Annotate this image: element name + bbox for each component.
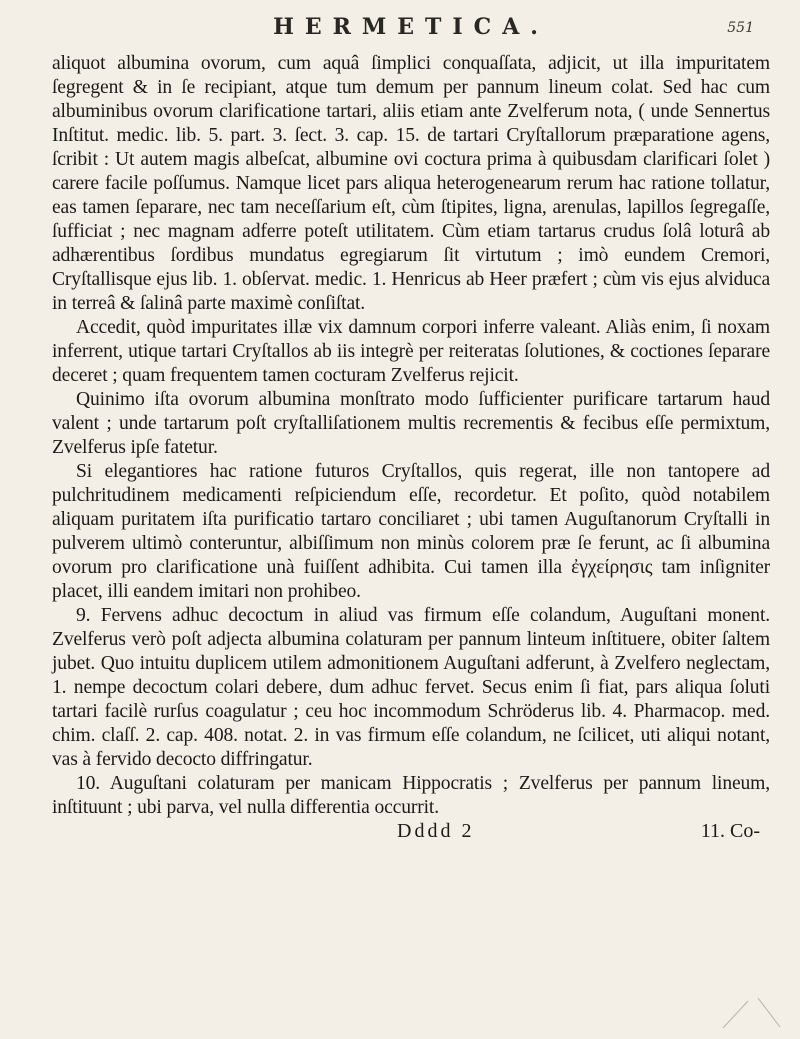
footer-line (52, 820, 770, 846)
pencil-mark-icon (718, 993, 788, 1033)
catchword: 11. Co- (700, 820, 760, 842)
body-text (52, 52, 770, 820)
paragraph: Si elegantiores hac ratione futuros Cryſtallos, quis regerat, ille non tantopere ad pulchritudinem medicamenti reſpiciendum eſſe, recordetur. Et poſito, quòd notabilem aliquam puritatem iſta purificatio tartaro conciliaret ; ubi tamen Auguſtanorum Cryſtalli in pulverem ultimò conteruntur, albiſſimum non minùs colorem præ ſe ferunt, ac ſi albumina ovorum pro clarificatione unà fuiſſent adhibita. Cui tamen illa ἐγχείρησις tam inſigniter placet, illi eandem imitari non prohibeo. (52, 461, 770, 602)
paragraph: Accedit, quòd impuritates illæ vix damnum corpori inferre valeant. Aliàs enim, ſi noxam inferrent, utique tartari Cryſtallos ab iis integrè per reiteratas ſolutiones, & coctiones ſeparare deceret ; quam frequentem tamen cocturam Zvelferus rejicit. (52, 317, 770, 386)
signature-mark: Dddd 2 (397, 820, 475, 842)
paragraph: 10. Auguſtani colaturam per manicam Hippocratis ; Zvelferus per pannum lineum, inſtituunt ; ubi parva, vel nulla differentia occurrit. (52, 773, 770, 818)
running-title: HERMETICA. (273, 14, 549, 40)
paragraph: aliquot albumina ovorum, cum aquâ ſimplici conquaſſata, adjicit, ut illa impuritatem ſegregent & in ſe recipiant, atque tum demum per pannum lineum colat. Sed hac cum albuminibus ovorum clarificatione tartari, aliis etiam ante Zvelferum nota, ( unde Sennertus Inſtitut. medic. lib. 5. part. 3. ſect. 3. cap. 15. de tartari Cryſtallorum præparatione agens, ſcribit : Ut autem magis albeſcat, albumine ovi coctura prima à quibusdam clarificari ſolet ) carere facile poſſumus. Namque licet pars aliqua heterogenearum rerum hac ratione tollatur, eas tamen ſeparare, nec tam neceſſarium eſt, cùm ſtipites, ligna, arenulas, lapillos ſegregaſſe, ſufficiat ; nec magnam adferre poteſt utilitatem. Cùm etiam tartarus crudus ſolâ loturâ ab adhærentibus ſordibus mundatus egregiarum ſit virtutum ; imò eundem Cremori, Cryſtallisque ejus lib. 1. obſervat. medic. 1. Henricus ab Heer præfert ; cùm vis ejus alviduca in terreâ & ſalinâ parte maximè conſiſtat. (52, 53, 770, 314)
paragraph: 9. Fervens adhuc decoctum in aliud vas firmum eſſe colandum, Auguſtani monent. Zvelferus verò poſt adjecta albumina colaturam per pannum linteum inſtituere, obiter ſaltem jubet. Quo intuitu duplicem utilem admonitionem Auguſtani adferunt, à Zvelfero neglectam, 1. nempe decoctum colari debere, dum adhuc fervet. Secus enim ſi fiat, pars aliqua ſoluti tartari facilè rurſus coagulatur ; ceu hoc incommodum Schröderus lib. 4. Pharmacop. med. chim. claſſ. 2. cap. 408. notat. 2. in vas firmum eſſe colandum, ne ſcilicet, uti aliqui notant, vas à fervido decocto diffringatur. (52, 605, 770, 770)
paragraph: Quinimo iſta ovorum albumina monſtrato modo ſufficienter purificare tartarum haud valent ; unde tartarum poſt cryſtalliſationem multis recrementis & fecibus eſſe permixtum, Zvelferus ipſe fatetur. (52, 389, 770, 458)
page-number: 551 (727, 20, 754, 36)
page-header (52, 8, 770, 52)
